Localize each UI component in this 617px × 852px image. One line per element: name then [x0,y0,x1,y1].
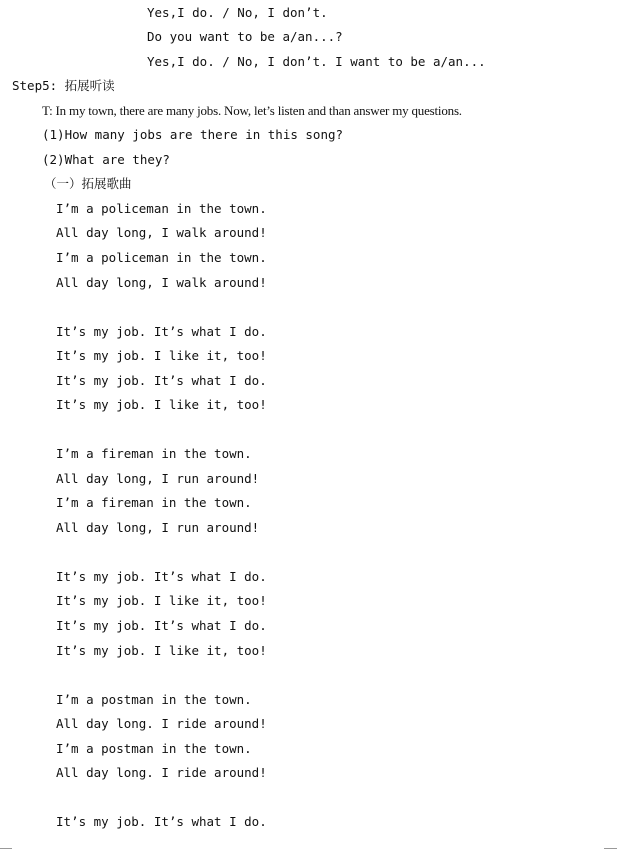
song-line: It’s my job. It’s what I do. [56,324,267,339]
teacher-instruction: T: In my town, there are many jobs. Now, let’s listen and than answer my questions. [42,103,462,118]
song-line: It’s my job. I like it, too! [56,593,267,608]
dialogue-line-2: Do you want to be a/an...? [147,29,343,44]
dialogue-line-1: Yes,I do. / No, I don’t. [147,5,328,20]
song-line: I’m a policeman in the town. [56,250,267,265]
song-line: It’s my job. I like it, too! [56,397,267,412]
page-corner-mark-right [604,848,617,849]
song-line: All day long. I ride around! [56,765,267,780]
song-line: All day long, I walk around! [56,275,267,290]
question-2: (2)What are they? [42,152,170,167]
dialogue-line-3: Yes,I do. / No, I don’t. I want to be a/an... [147,54,486,69]
song-line: I’m a fireman in the town. [56,495,252,510]
song-line: It’s my job. It’s what I do. [56,373,267,388]
song-title: （一）拓展歌曲 [44,176,132,191]
song-line: It’s my job. I like it, too! [56,348,267,363]
song-line: It’s my job. I like it, too! [56,643,267,658]
question-1: (1)How many jobs are there in this song? [42,127,344,142]
song-line: It’s my job. It’s what I do. [56,814,267,829]
song-line: All day long. I ride around! [56,716,267,731]
song-line: All day long, I walk around! [56,225,267,240]
song-line: All day long, I run around! [56,520,260,535]
song-line: It’s my job. It’s what I do. [56,569,267,584]
song-line: I’m a postman in the town. [56,741,252,756]
song-line: It’s my job. It’s what I do. [56,618,267,633]
song-line: I’m a postman in the town. [56,692,252,707]
page-corner-mark-left [0,848,12,849]
step5-heading: Step5: 拓展听读 [12,78,115,93]
song-line: All day long, I run around! [56,471,260,486]
song-line: I’m a policeman in the town. [56,201,267,216]
song-line: I’m a fireman in the town. [56,446,252,461]
